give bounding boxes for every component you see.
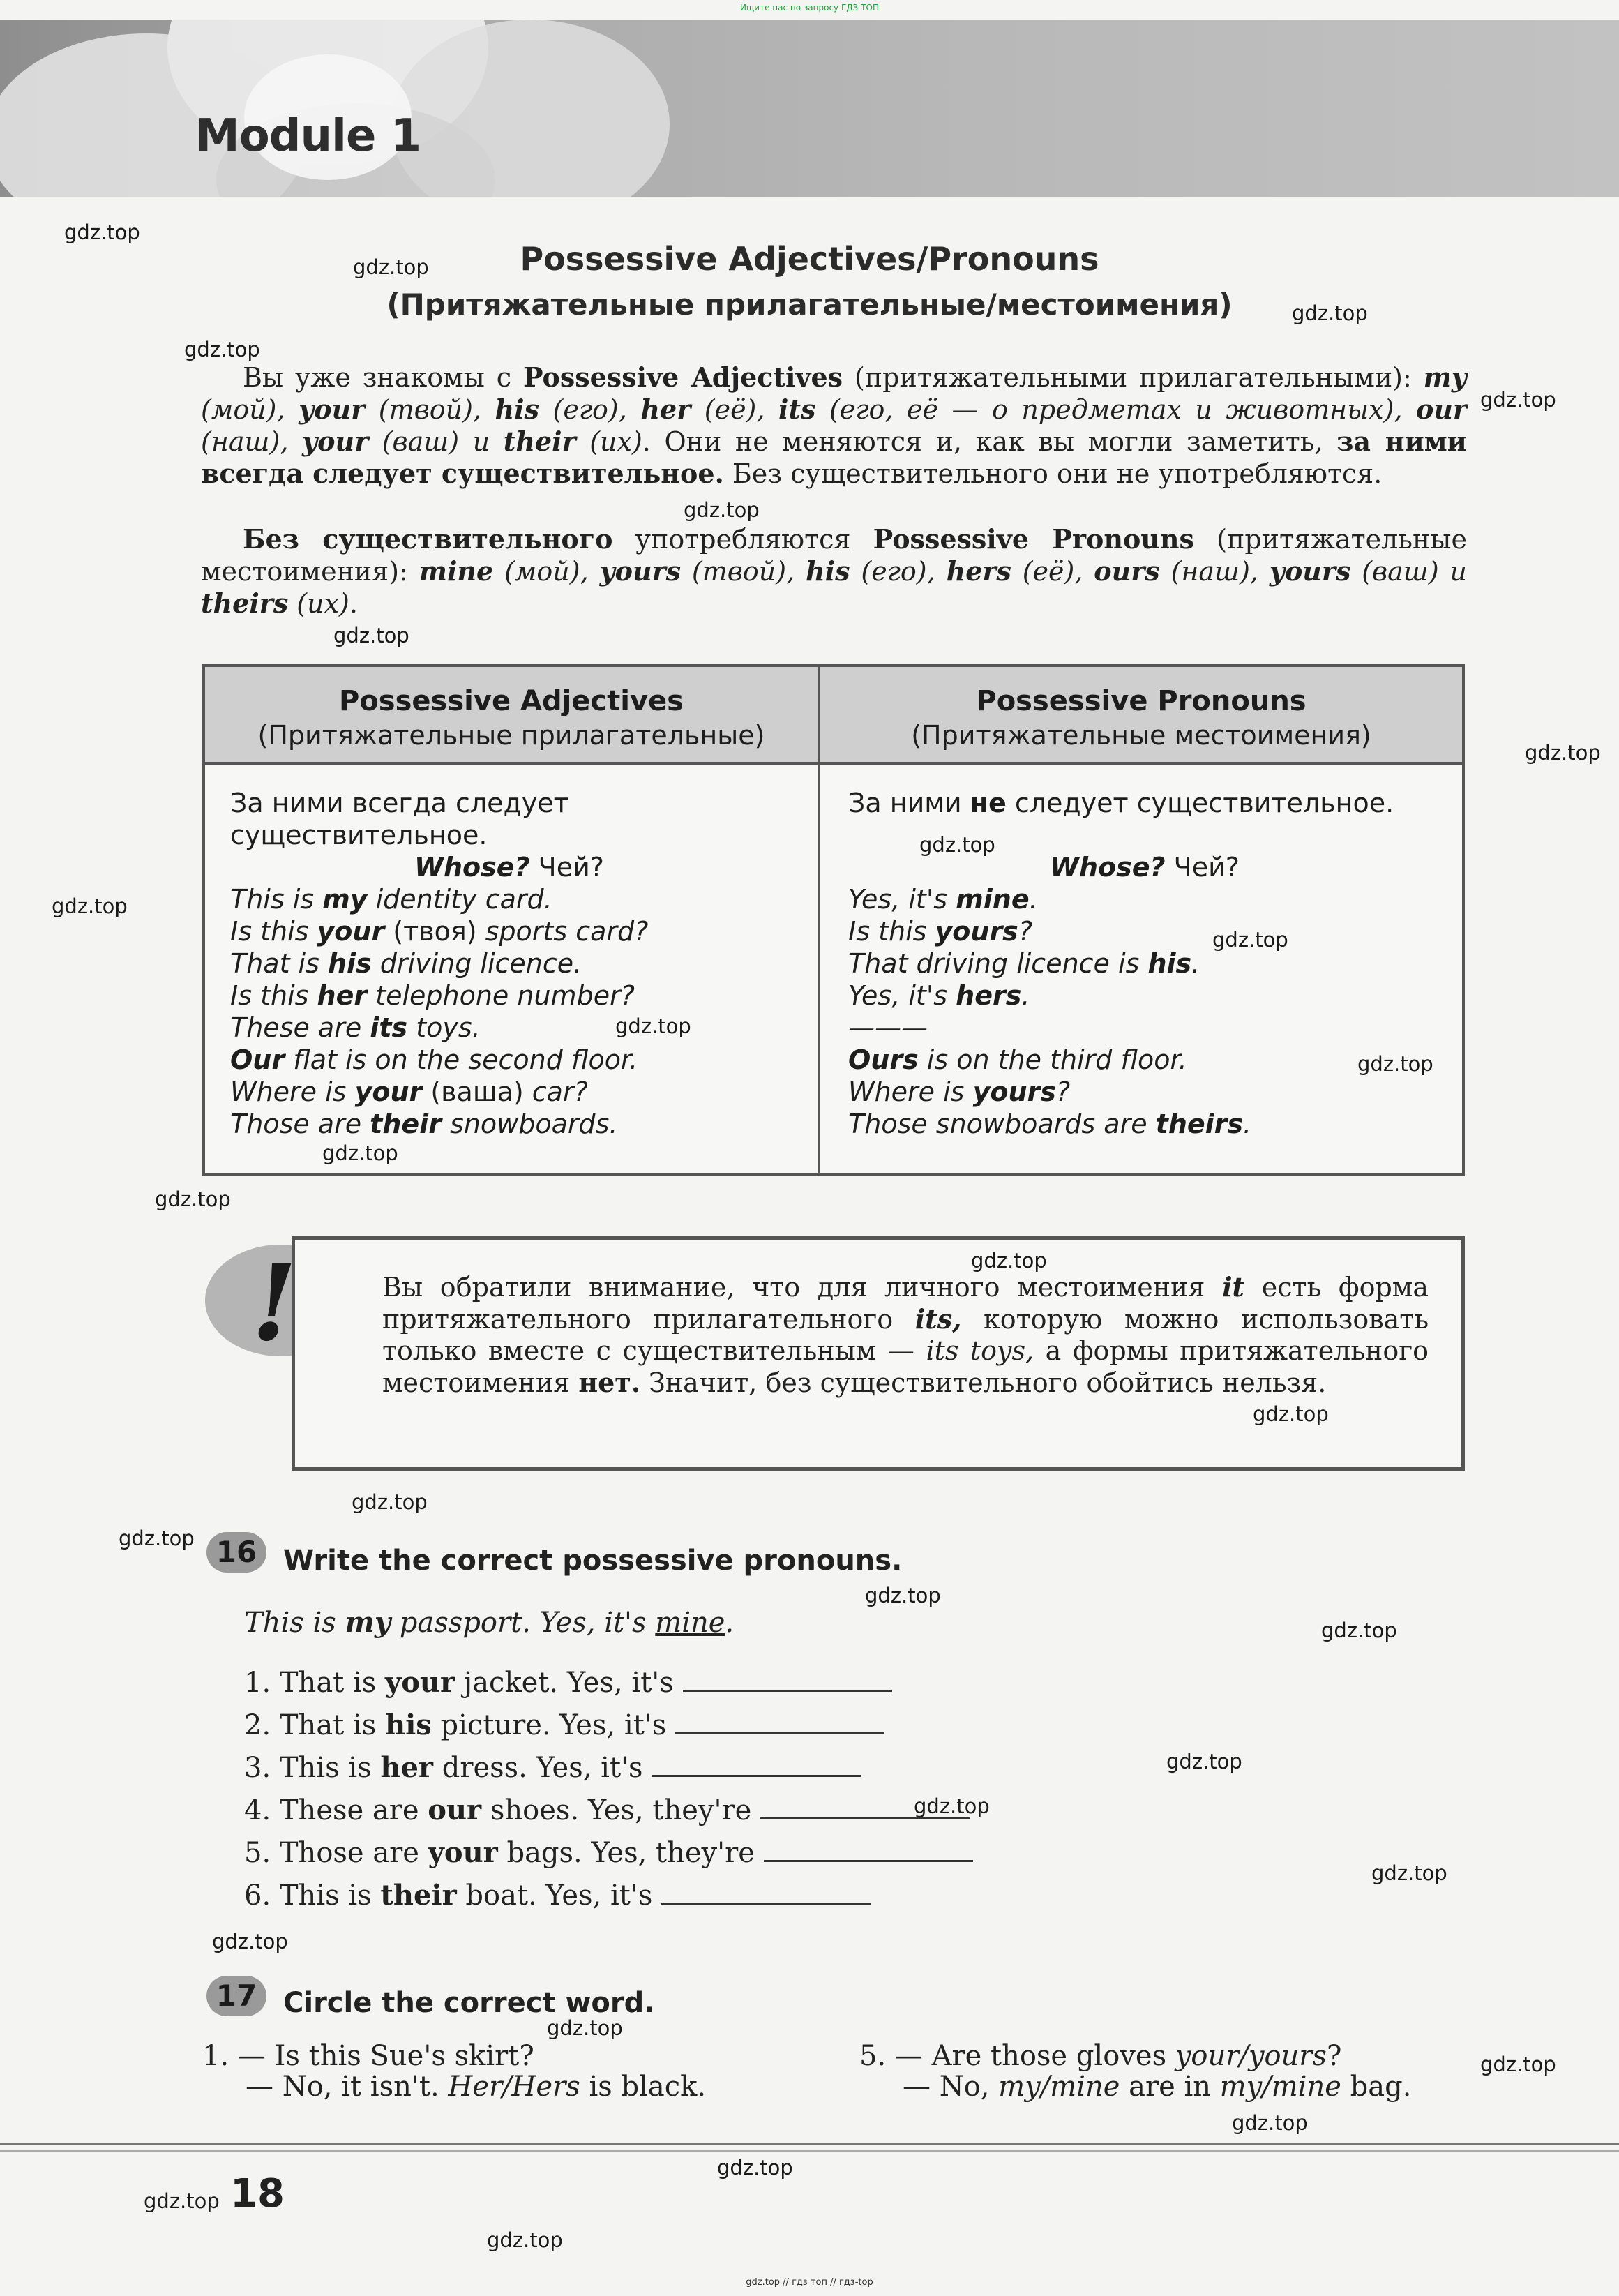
text-run: Вы обратили внимание, что для личного местоимения xyxy=(382,1272,1223,1303)
watermark: gdz.top xyxy=(64,220,140,244)
text-run: That driving licence is xyxy=(848,948,1148,979)
text-run: its xyxy=(778,393,816,425)
text-run: ——— xyxy=(848,1012,928,1043)
examples-left xyxy=(230,883,788,1140)
watermark: gdz.top xyxy=(1480,2053,1556,2076)
text-run: . xyxy=(1021,980,1030,1011)
text-run: mine xyxy=(956,884,1030,915)
answer-blank-3[interactable] xyxy=(652,1750,861,1777)
text-run: his xyxy=(385,1709,432,1741)
exercise-16-title: Write the correct possessive pronouns. xyxy=(283,1545,903,1577)
text-run: не xyxy=(970,788,1007,818)
text-run: Вы уже знакомы с xyxy=(243,362,523,393)
text-run: — No, it isn't. xyxy=(246,2071,449,2103)
exercise-17-item-5-answer[interactable] xyxy=(903,2071,1411,2103)
table-divider xyxy=(818,667,820,1173)
text-run: his xyxy=(328,948,372,979)
exercise-17-number: 17 xyxy=(206,1976,266,2016)
text-run: its xyxy=(370,1012,408,1043)
text-run: Whose? xyxy=(1050,852,1166,883)
answer-blank-1[interactable] xyxy=(683,1665,892,1692)
watermark: gdz.top xyxy=(919,833,995,857)
watermark: gdz.top xyxy=(971,1249,1047,1273)
text-run: (их) xyxy=(288,588,349,619)
watermark: gdz.top xyxy=(717,2156,793,2179)
watermark: gdz.top xyxy=(144,2189,220,2213)
footer-rule-2 xyxy=(0,2150,1619,2152)
watermark: gdz.top xyxy=(184,338,260,361)
text-run: . xyxy=(1029,884,1038,915)
text-run: their xyxy=(380,1879,457,1912)
text-line xyxy=(848,787,1441,819)
text-run: hers xyxy=(956,980,1022,1011)
text-run: 3. This is xyxy=(244,1752,381,1784)
text-run: 6. This is xyxy=(244,1879,381,1912)
intro-paragraph-2 xyxy=(201,523,1467,620)
answer-blank-6[interactable] xyxy=(661,1877,871,1905)
intro-paragraph-1 xyxy=(201,361,1467,490)
text-run: 1. That is xyxy=(244,1667,385,1699)
text-run: picture. Yes, it's xyxy=(431,1709,667,1741)
text-run: mine xyxy=(419,555,494,587)
text-run: (ваша) xyxy=(422,1076,524,1107)
text-run: Без существительного они не употребляются. xyxy=(723,458,1383,489)
watermark: gdz.top xyxy=(1212,928,1288,952)
text-run: mine xyxy=(655,1607,725,1639)
watermark: gdz.top xyxy=(1357,1052,1433,1076)
text-run: (твоя) xyxy=(384,916,477,947)
text-run: Чей? xyxy=(529,852,604,883)
text-run: Her/Hers xyxy=(448,2071,580,2103)
text-run: нет. xyxy=(578,1367,641,1398)
text-run: употребляются xyxy=(612,524,873,555)
text-run: 5. — Are those gloves xyxy=(859,2040,1175,2072)
watermark: gdz.top xyxy=(684,498,760,522)
text-run: his xyxy=(1147,948,1192,979)
examples-right xyxy=(848,883,1441,1140)
exercise-16-example xyxy=(244,1606,734,1639)
text-run: за ними всегда следует существительное. xyxy=(201,426,1467,489)
text-run: is black. xyxy=(580,2071,707,2103)
exercise-16-number: 16 xyxy=(206,1532,266,1573)
watermark: gdz.top xyxy=(487,2228,563,2252)
text-run: (мой), xyxy=(493,556,600,587)
text-run: которую можно использовать только вместе с существительным — xyxy=(382,1304,1429,1366)
text-run: (её), xyxy=(691,394,779,425)
text-run: 2. That is xyxy=(244,1709,385,1741)
section-title: Possessive Adjectives/Pronouns xyxy=(520,240,1099,278)
text-run: my xyxy=(322,884,368,915)
text-run: 1. — Is this Sue's skirt? xyxy=(202,2040,534,2072)
text-run: are in xyxy=(1120,2071,1220,2103)
text-run: Where is xyxy=(848,1076,973,1107)
text-line xyxy=(230,980,788,1012)
text-run: Yes, it's xyxy=(848,980,956,1011)
exercise-17-item-1-answer[interactable] xyxy=(246,2071,706,2103)
text-run: telephone number? xyxy=(367,980,635,1011)
text-run: ? xyxy=(1326,2040,1342,2072)
text-run: (наш), xyxy=(1159,556,1270,587)
watermark: gdz.top xyxy=(547,2016,623,2040)
watermark: gdz.top xyxy=(119,1526,195,1550)
text-run: bag. xyxy=(1341,2071,1412,2103)
text-run: ? xyxy=(1055,1076,1071,1107)
exclamation-icon: ! xyxy=(251,1242,297,1365)
text-run: car? xyxy=(523,1076,588,1107)
table-header-left xyxy=(205,667,818,765)
watermark: gdz.top xyxy=(1371,1861,1447,1885)
watermark: gdz.top xyxy=(1480,388,1556,412)
text-run: (твой), xyxy=(681,556,806,587)
text-run: jacket. Yes, it's xyxy=(455,1667,674,1699)
table-header-right xyxy=(820,667,1462,765)
text-run: your xyxy=(354,1076,423,1107)
answer-blank-2[interactable] xyxy=(675,1707,884,1734)
watermark: gdz.top xyxy=(52,894,128,918)
exercise-16-item-5 xyxy=(244,1835,973,1869)
text-line xyxy=(848,883,1441,915)
text-run: theirs xyxy=(201,587,289,619)
text-run: . xyxy=(725,1607,735,1639)
text-run: (его), xyxy=(850,556,947,587)
watermark: gdz.top xyxy=(865,1584,941,1607)
text-run: Where is xyxy=(230,1076,355,1107)
text-run: their xyxy=(503,426,576,457)
module-title: Module 1 xyxy=(195,110,421,162)
exercise-16-item-1 xyxy=(244,1665,892,1699)
text-run: Possessive Pronouns xyxy=(873,523,1194,555)
text-line xyxy=(848,1012,1441,1044)
text-run: bags. Yes, they're xyxy=(497,1837,755,1869)
text-run: flat is on the second floor. xyxy=(285,1044,638,1075)
text-run: his xyxy=(806,555,850,587)
watermark: gdz.top xyxy=(1166,1750,1242,1773)
text-run: следует существительное. xyxy=(1006,788,1394,818)
text-run: существительное. xyxy=(230,820,488,850)
text-run: my/mine xyxy=(1219,2071,1341,2103)
text-run: dress. Yes, it's xyxy=(433,1752,643,1784)
text-run: (ваш) и xyxy=(368,426,504,457)
top-search-note: Ищите нас по запросу ГДЗ ТОП xyxy=(740,3,879,13)
header-adjectives: Possessive Adjectives xyxy=(339,685,684,717)
whose-left xyxy=(230,851,788,883)
text-run: it xyxy=(1222,1271,1245,1303)
text-run: (её), xyxy=(1011,556,1094,587)
text-run: yours xyxy=(1269,555,1351,587)
text-run: Those are xyxy=(230,1109,370,1139)
text-run: 5. Those are xyxy=(244,1837,428,1869)
text-run: ? xyxy=(1018,916,1032,947)
text-run: yours xyxy=(935,916,1018,947)
text-run: her xyxy=(380,1751,433,1784)
text-run: Is this xyxy=(230,980,317,1011)
exercise-17-item-1-question xyxy=(202,2040,534,2072)
text-run: our xyxy=(428,1794,482,1826)
answer-blank-5[interactable] xyxy=(764,1835,973,1862)
rule-left xyxy=(230,787,788,851)
text-line xyxy=(848,947,1441,980)
text-run: That is xyxy=(230,948,328,979)
exercise-17-title: Circle the correct word. xyxy=(283,1987,655,2019)
text-line xyxy=(230,787,788,819)
watermark: gdz.top xyxy=(333,624,409,647)
text-run: These are xyxy=(230,1012,370,1043)
watermark: gdz.top xyxy=(322,1141,398,1165)
text-run: its toys, xyxy=(926,1335,1034,1366)
text-run: toys. xyxy=(407,1012,481,1043)
footer-rule xyxy=(0,2143,1619,2145)
text-run: . Они не меняются и, как вы могли заметить, xyxy=(642,426,1337,457)
note-text xyxy=(382,1271,1429,1399)
watermark: gdz.top xyxy=(212,1930,288,1953)
text-run: (наш), xyxy=(201,426,303,457)
text-line xyxy=(848,980,1441,1012)
watermark: gdz.top xyxy=(352,1490,428,1514)
text-run: my xyxy=(1423,361,1467,393)
exercise-17-item-5-question[interactable] xyxy=(859,2040,1341,2072)
text-run: their xyxy=(370,1109,442,1139)
watermark: gdz.top xyxy=(615,1014,691,1038)
text-run: This is xyxy=(244,1607,345,1639)
text-run: — No, xyxy=(903,2071,999,2103)
header-pronouns-ru: (Притяжательные местоимения) xyxy=(911,720,1371,751)
text-run: her xyxy=(317,980,368,1011)
text-run: За ними xyxy=(848,788,970,818)
text-run: your/yours xyxy=(1175,2040,1327,2072)
text-line xyxy=(230,947,788,980)
flower-decoration xyxy=(0,20,670,197)
section-subtitle: (Притяжательные прилагательные/местоимения) xyxy=(386,287,1233,322)
text-line xyxy=(230,915,788,947)
exercise-16-item-6 xyxy=(244,1877,871,1912)
text-run: your xyxy=(317,916,385,947)
text-run: . xyxy=(349,588,358,619)
text-run: boat. Yes, it's xyxy=(456,1879,653,1912)
text-run: Whose? xyxy=(414,852,530,883)
text-line xyxy=(230,819,788,851)
watermark: gdz.top xyxy=(1232,2111,1308,2135)
watermark: gdz.top xyxy=(1292,301,1368,325)
text-run: (ваш) и xyxy=(1350,556,1468,587)
watermark: gdz.top xyxy=(1253,1402,1329,1426)
text-run: Yes, it's xyxy=(848,884,956,915)
text-run: (его, её — о предметах и животных), xyxy=(815,394,1417,425)
text-run: yours xyxy=(972,1076,1056,1107)
text-run: Ours xyxy=(848,1044,919,1075)
text-run: your xyxy=(385,1666,455,1699)
text-run: your xyxy=(302,426,369,457)
grammar-table xyxy=(202,664,1465,1176)
text-run: your xyxy=(299,393,366,425)
text-run: her xyxy=(640,393,691,425)
text-run: passport. Yes, it's xyxy=(391,1607,656,1639)
text-run: Значит, без существительного обойтись нельзя. xyxy=(640,1367,1327,1398)
text-run: Без существительного xyxy=(243,523,613,555)
text-line xyxy=(848,915,1441,947)
text-run: (мой), xyxy=(201,394,299,425)
text-line xyxy=(848,1076,1441,1108)
text-run: . xyxy=(1191,948,1200,979)
text-run: hers xyxy=(946,555,1011,587)
text-run: Чей? xyxy=(1165,852,1240,883)
text-line xyxy=(230,1044,788,1076)
text-line xyxy=(230,1108,788,1140)
exercise-16-item-3 xyxy=(244,1750,861,1784)
text-run: This is xyxy=(230,884,323,915)
text-run: Is this xyxy=(848,916,935,947)
text-run: Is this xyxy=(230,916,317,947)
text-run: sports card? xyxy=(476,916,649,947)
header-pronouns: Possessive Pronouns xyxy=(976,685,1307,717)
text-run: Possessive Adjectives xyxy=(522,361,843,393)
text-run: есть форма притяжательного прилагательного xyxy=(382,1272,1429,1335)
text-run: theirs xyxy=(1155,1109,1244,1139)
text-run: (его), xyxy=(539,394,641,425)
text-run: snowboards. xyxy=(441,1109,618,1139)
text-run: Those snowboards are xyxy=(848,1109,1156,1139)
text-run: your xyxy=(428,1836,498,1869)
page-number: 18 xyxy=(230,2171,285,2216)
text-run: (твой), xyxy=(365,394,495,425)
text-run: identity card. xyxy=(367,884,552,915)
text-run: driving licence. xyxy=(371,948,582,979)
watermark: gdz.top xyxy=(155,1187,231,1211)
text-line xyxy=(230,1076,788,1108)
text-run: а формы притяжательного местоимения xyxy=(382,1335,1429,1398)
text-line xyxy=(848,1044,1441,1076)
text-run: shoes. Yes, they're xyxy=(481,1794,752,1826)
watermark: gdz.top xyxy=(914,1794,990,1818)
text-run: За ними всегда следует xyxy=(230,788,569,818)
text-run: ours xyxy=(1094,555,1160,587)
text-run: 4. These are xyxy=(244,1794,428,1826)
text-line xyxy=(230,883,788,915)
text-run: my/mine xyxy=(998,2071,1120,2103)
watermark: gdz.top xyxy=(353,255,429,279)
exercise-16-item-2 xyxy=(244,1707,884,1741)
text-run: . xyxy=(1243,1109,1252,1139)
text-run: his xyxy=(495,393,539,425)
text-line xyxy=(848,1108,1441,1140)
text-run: Our xyxy=(230,1044,285,1075)
text-run: my xyxy=(345,1606,391,1639)
exercise-16-item-4 xyxy=(244,1792,970,1826)
header-adjectives-ru: (Притяжательные прилагательные) xyxy=(257,720,765,751)
watermark: gdz.top xyxy=(1321,1619,1397,1642)
watermark: gdz.top xyxy=(1525,741,1601,765)
rule-right xyxy=(848,787,1441,819)
text-line xyxy=(230,1012,788,1044)
text-run: its, xyxy=(914,1303,962,1335)
text-run: our xyxy=(1416,393,1468,425)
text-run: is on the third floor. xyxy=(918,1044,1187,1075)
table-cell-left xyxy=(230,787,788,1140)
text-run: (их) xyxy=(575,426,642,457)
text-run: (притяжательными прилагательными): xyxy=(843,362,1424,393)
text-run: yours xyxy=(599,555,682,587)
text-run: (притяжательные местоимения): xyxy=(201,524,1467,587)
footer-note: gdz.top // гдз топ // гдз-top xyxy=(746,2277,873,2288)
